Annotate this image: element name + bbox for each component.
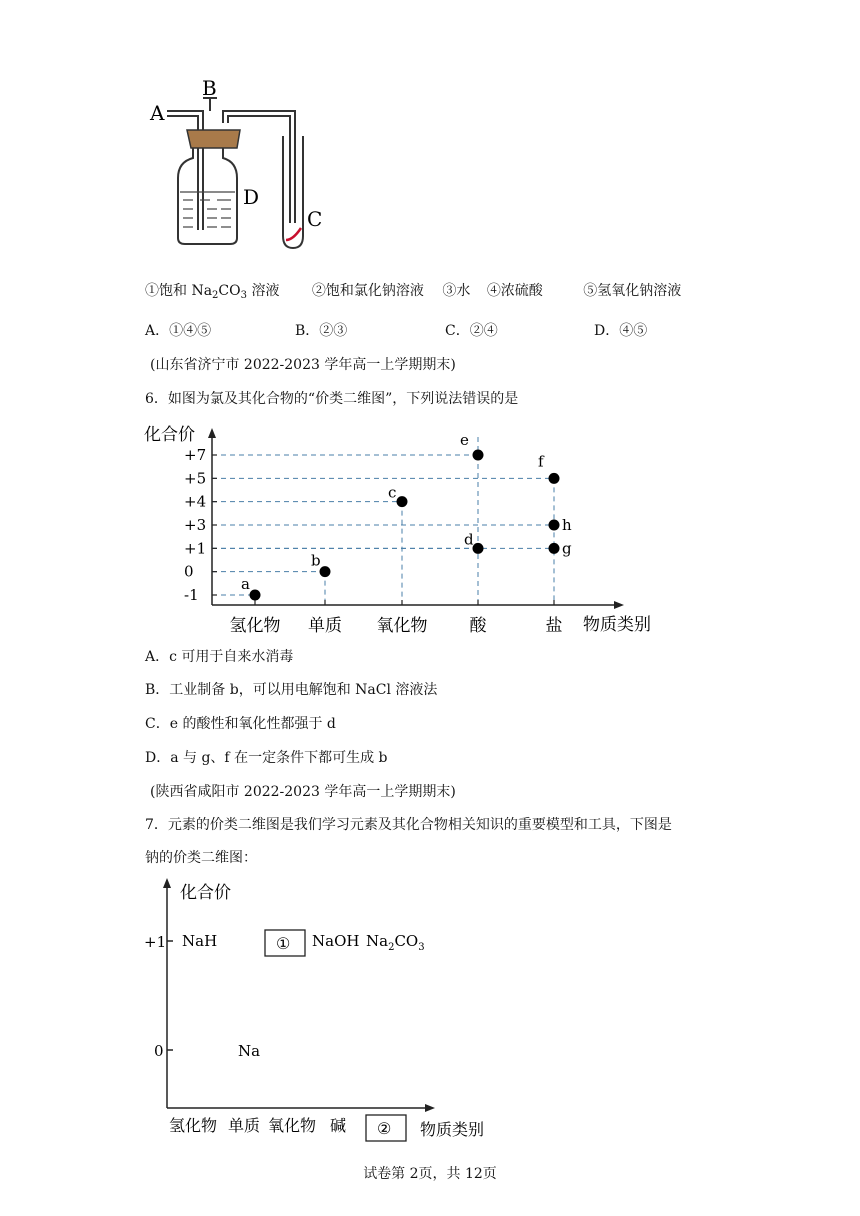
data-label-d: d: [464, 530, 474, 549]
q6-stem: 6．如图为氯及其化合物的“价类二维图”，下列说法错误的是: [145, 391, 519, 407]
data-label-h: h: [562, 516, 572, 534]
x-tick-label: 氧化物: [376, 616, 428, 635]
y-tick-label: +1: [184, 539, 207, 558]
data-label-c: c: [388, 483, 397, 502]
x-tick-label: 氢化物: [229, 616, 281, 635]
y-tick-label: +3: [184, 516, 207, 534]
chart-y-axis-label: 化合价: [144, 425, 195, 445]
na-box-2-label: ②: [377, 1119, 392, 1138]
na-box-1-label: ①: [276, 934, 291, 953]
y-tick-label: 0: [184, 562, 194, 581]
na-x-tick-hydride: 氢化物: [169, 1116, 218, 1135]
x-tick-label: 单质: [308, 616, 342, 635]
label-d: D: [243, 185, 260, 209]
q5-choice-d[interactable]: D．④⑤: [594, 323, 648, 339]
q6-source-note: (山东省济宁市 2022-2023 学年高一上学期期末): [150, 357, 456, 373]
gas-washing-apparatus: [145, 78, 345, 253]
data-point-f: [549, 473, 560, 484]
q6-choice-a[interactable]: A．c 可用于自来水消毒: [145, 649, 294, 665]
x-axis-arrow: [614, 601, 624, 609]
q5-option-3: ③水: [442, 283, 471, 299]
data-point-e: [473, 450, 484, 461]
q7-stem-line2: 钠的价类二维图：: [145, 850, 257, 866]
chlorine-valence-chart: [140, 420, 660, 635]
data-label-a: a: [241, 575, 250, 593]
q5-option-2: ②饱和氯化钠溶液: [311, 283, 424, 299]
na-entry-na: Na: [238, 1042, 261, 1060]
na-chart-y-label: 化合价: [180, 883, 231, 903]
q5-option-4: ④浓硫酸: [486, 283, 543, 299]
na-y-tick-plus1: +1: [144, 933, 167, 951]
q6-choice-c[interactable]: C．e 的酸性和氧化性都强于 d: [145, 716, 336, 732]
na-entry-na2co3: $Na_2CO_3$: [366, 932, 425, 953]
q6-choice-b[interactable]: B．工业制备 b，可以用电解饱和 NaCl 溶液法: [145, 682, 438, 698]
na-x-tick-element: 单质: [228, 1116, 261, 1135]
data-label-f: f: [538, 452, 544, 471]
label-a: A: [150, 101, 165, 125]
data-point-g: [549, 543, 560, 554]
data-point-b: [320, 566, 331, 577]
label-c: C: [307, 207, 323, 231]
q7-stem-line1: 7．元素的价类二维图是我们学习元素及其化合物相关知识的重要模型和工具，下图是: [145, 817, 672, 833]
na-x-tick-base: 碱: [330, 1116, 347, 1135]
na-chart-x-label: 物质类别: [420, 1120, 485, 1139]
label-b: B: [202, 78, 217, 100]
x-tick-label: 酸: [469, 616, 487, 635]
q5-choice-a[interactable]: A．①④⑤: [145, 323, 212, 339]
y-axis-arrow: [208, 428, 216, 438]
q5-option-1: ①饱和 $Na_2CO_3$ 溶液: [145, 283, 280, 301]
page-footer: 试卷第 2页，共 12页: [363, 1166, 497, 1182]
na-y-tick-0: 0: [154, 1042, 164, 1060]
data-point-h: [549, 520, 560, 531]
sodium-valence-chart: [140, 876, 500, 1146]
q7-source-note: (陕西省咸阳市 2022-2023 学年高一上学期期末): [150, 784, 456, 800]
na-x-tick-oxide: 氧化物: [268, 1116, 317, 1135]
y-tick-label: -1: [184, 586, 199, 604]
y-tick-label: +4: [184, 492, 207, 511]
q5-option-5: ⑤氢氧化钠溶液: [583, 283, 682, 299]
x-tick-label: 盐: [545, 616, 563, 635]
y-tick-label: +7: [184, 446, 207, 464]
data-label-e: e: [460, 431, 469, 449]
na-entry-nah: NaH: [182, 932, 218, 950]
q6-choice-d[interactable]: D．a 与 g、f 在一定条件下都可生成 b: [145, 750, 388, 766]
data-point-a: [250, 590, 261, 601]
data-label-b: b: [311, 551, 321, 570]
y-tick-label: +5: [184, 469, 207, 488]
data-label-g: g: [562, 539, 572, 558]
data-point-d: [473, 543, 484, 554]
q5-options-line: [145, 281, 681, 306]
na-entry-naoh: NaOH: [312, 932, 360, 950]
q5-choice-c[interactable]: C．②④: [445, 323, 498, 339]
chart-x-axis-label: 物质类别: [583, 615, 651, 635]
data-point-c: [397, 496, 408, 507]
q5-choice-b[interactable]: B．②③: [295, 323, 348, 339]
